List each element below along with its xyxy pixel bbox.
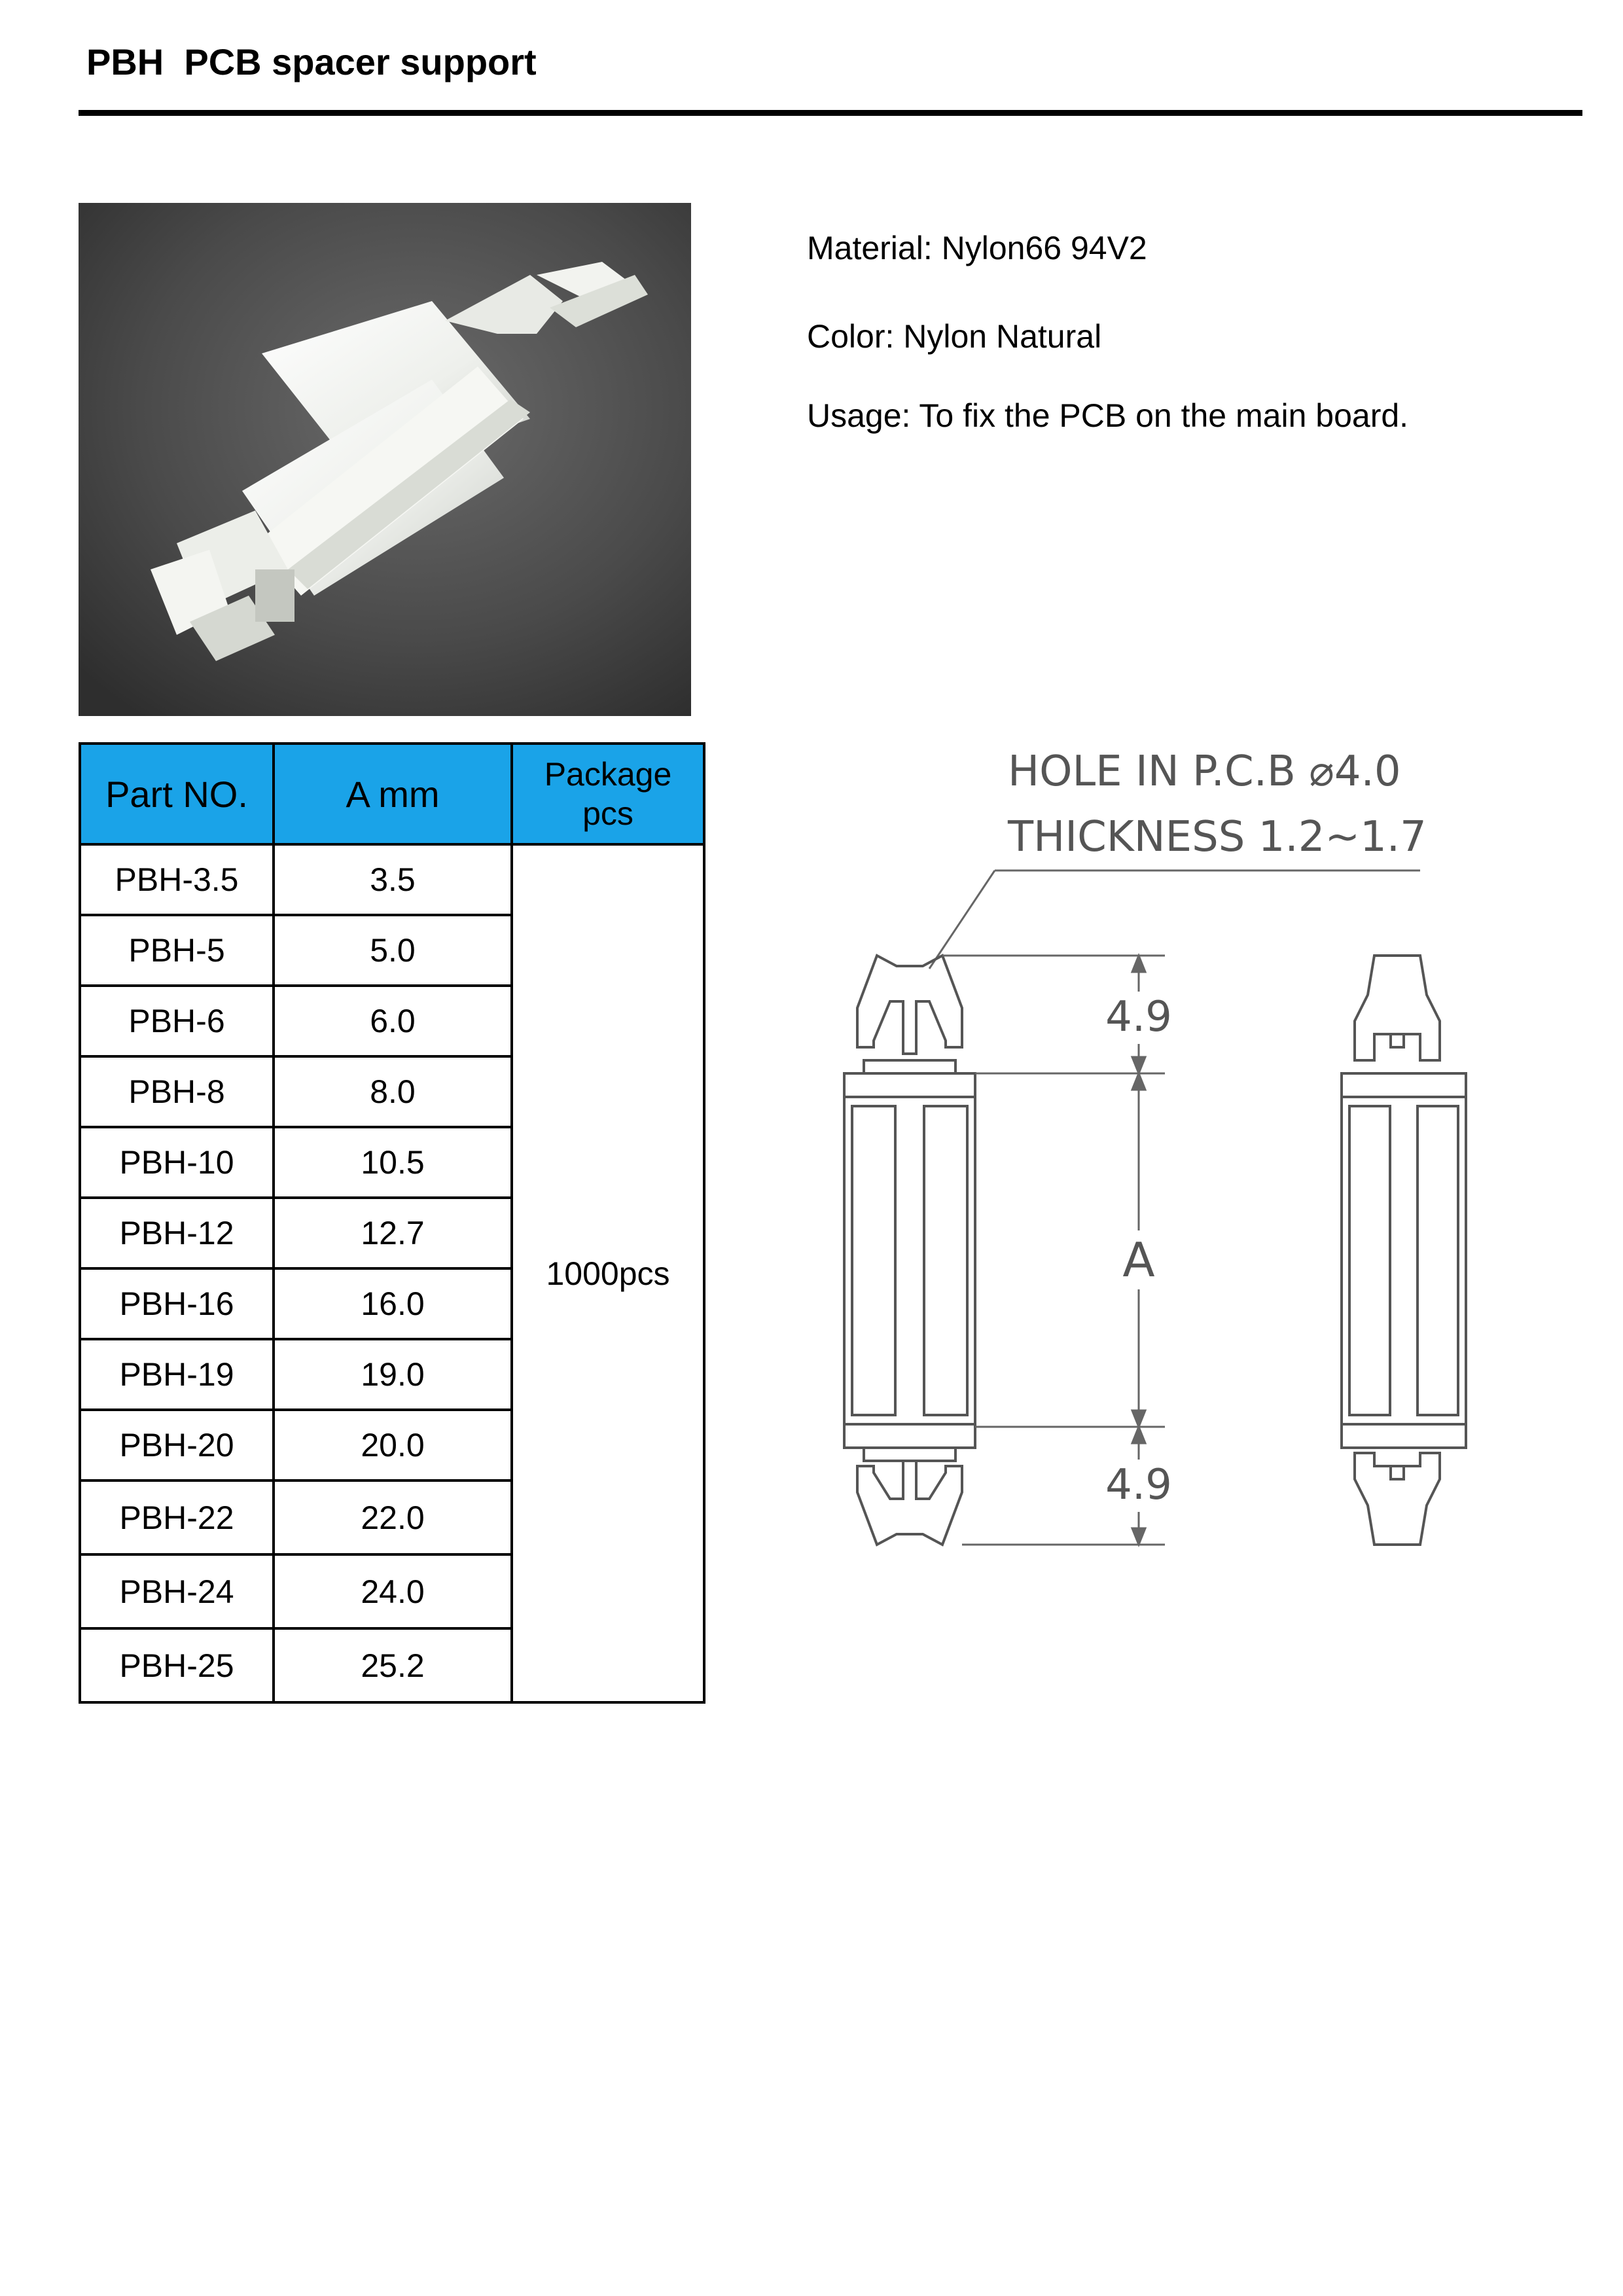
header-package-line1: Package <box>544 756 672 793</box>
cell-a: 3.5 <box>274 844 512 915</box>
dimension-a: A <box>1122 1232 1155 1287</box>
dimension-bottom: 4.9 <box>1105 1461 1172 1509</box>
title-underline <box>79 110 1582 116</box>
cell-part: PBH-10 <box>80 1127 274 1198</box>
cell-part: PBH-3.5 <box>80 844 274 915</box>
dimension-top: 4.9 <box>1105 993 1172 1041</box>
page-title: PBH PCB spacer support <box>86 41 537 82</box>
product-photo <box>79 203 691 716</box>
cell-part: PBH-20 <box>80 1410 274 1480</box>
table-row <box>80 844 704 915</box>
front-view <box>844 956 975 1545</box>
leader-line-slant <box>929 870 995 969</box>
spec-material: Material: Nylon66 94V2 <box>807 230 1147 266</box>
cell-a: 8.0 <box>274 1056 512 1127</box>
technical-drawing <box>812 733 1544 1571</box>
spec-usage: Usage: To fix the PCB on the main board. <box>807 397 1409 434</box>
cell-part: PBH-6 <box>80 986 274 1056</box>
cell-part: PBH-19 <box>80 1339 274 1410</box>
header-package-line2: pcs <box>582 795 633 832</box>
side-view <box>1342 956 1466 1545</box>
cell-part: PBH-5 <box>80 915 274 986</box>
cell-a: 20.0 <box>274 1410 512 1480</box>
header-part-no: Part NO. <box>80 744 274 844</box>
header-a-mm: A mm <box>274 744 512 844</box>
cell-part: PBH-16 <box>80 1268 274 1339</box>
drawing-note-hole: HOLE IN P.C.B ⌀4.0 <box>1008 747 1401 796</box>
cell-a: 16.0 <box>274 1268 512 1339</box>
cell-a: 25.2 <box>274 1628 512 1702</box>
cell-a: 22.0 <box>274 1480 512 1554</box>
cell-a: 24.0 <box>274 1554 512 1628</box>
cell-a: 19.0 <box>274 1339 512 1410</box>
cell-part: PBH-12 <box>80 1198 274 1268</box>
spec-color: Color: Nylon Natural <box>807 318 1102 355</box>
cell-part: PBH-8 <box>80 1056 274 1127</box>
parts-table <box>79 742 705 1704</box>
cell-a: 12.7 <box>274 1198 512 1268</box>
cell-package: 1000pcs <box>512 844 704 1702</box>
cell-part: PBH-24 <box>80 1554 274 1628</box>
cell-a: 10.5 <box>274 1127 512 1198</box>
table-header-row <box>80 744 704 844</box>
cell-a: 5.0 <box>274 915 512 986</box>
header-package <box>512 744 704 844</box>
cell-part: PBH-22 <box>80 1480 274 1554</box>
cell-part: PBH-25 <box>80 1628 274 1702</box>
drawing-note-thickness: THICKNESS 1.2~1.7 <box>1008 813 1427 861</box>
cell-a: 6.0 <box>274 986 512 1056</box>
